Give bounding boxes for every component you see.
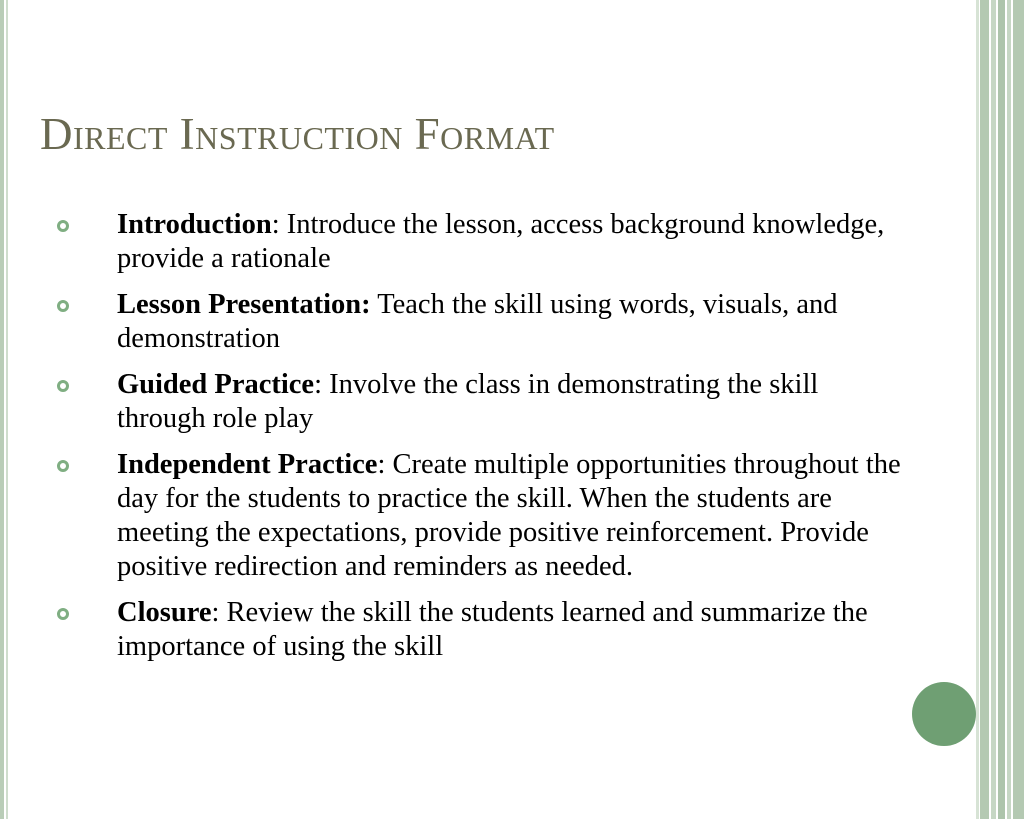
bullet-separator: : — [211, 597, 227, 628]
left-border-stripe — [6, 0, 8, 819]
right-border-stripe — [980, 0, 989, 819]
bullet-item — [52, 448, 912, 584]
bullet-text: Create multiple opportunities throughout the day for the students to practice the skill. When the students are meeting the expectations, provide positive reinforcement. Provide positive redirection and reminders as needed. — [117, 449, 901, 582]
bullet-list — [52, 208, 912, 676]
bullet-term: Guided Practice — [117, 369, 315, 400]
bullet-text: Introduce the lesson, access background knowledge, provide a rationale — [117, 209, 885, 274]
bullet-term: Closure — [117, 597, 212, 628]
right-border-stripe — [976, 0, 979, 819]
bullet-term: Lesson Presentation: — [117, 289, 371, 320]
bullet-separator: : — [271, 209, 287, 240]
right-border-stripe — [1007, 0, 1011, 819]
bullet-term: Independent Practice — [117, 449, 378, 480]
bullet-separator: : — [377, 449, 393, 480]
decorative-circle — [912, 682, 976, 746]
right-border-stripe — [991, 0, 996, 819]
ring-bullet-icon — [57, 380, 69, 392]
bullet-text: Involve the class in demonstrating the skill through role play — [117, 369, 819, 434]
ring-bullet-icon — [57, 220, 69, 232]
bullet-item — [52, 368, 912, 436]
right-border-stripe — [1013, 0, 1024, 819]
ring-bullet-icon — [57, 300, 69, 312]
bullet-item — [52, 288, 912, 356]
bullet-text: Teach the skill using words, visuals, and demonstration — [117, 289, 838, 354]
right-border-stripe — [998, 0, 1005, 819]
bullet-separator: : — [314, 369, 330, 400]
bullet-item — [52, 596, 912, 664]
bullet-item — [52, 208, 912, 276]
ring-bullet-icon — [57, 460, 69, 472]
ring-bullet-icon — [57, 608, 69, 620]
slide-title: Direct Instruction Format — [40, 109, 555, 159]
bullet-term: Introduction — [117, 209, 272, 240]
bullet-text: Review the skill the students learned and summarize the importance of using the skill — [117, 597, 868, 662]
left-border-stripe — [0, 0, 4, 819]
